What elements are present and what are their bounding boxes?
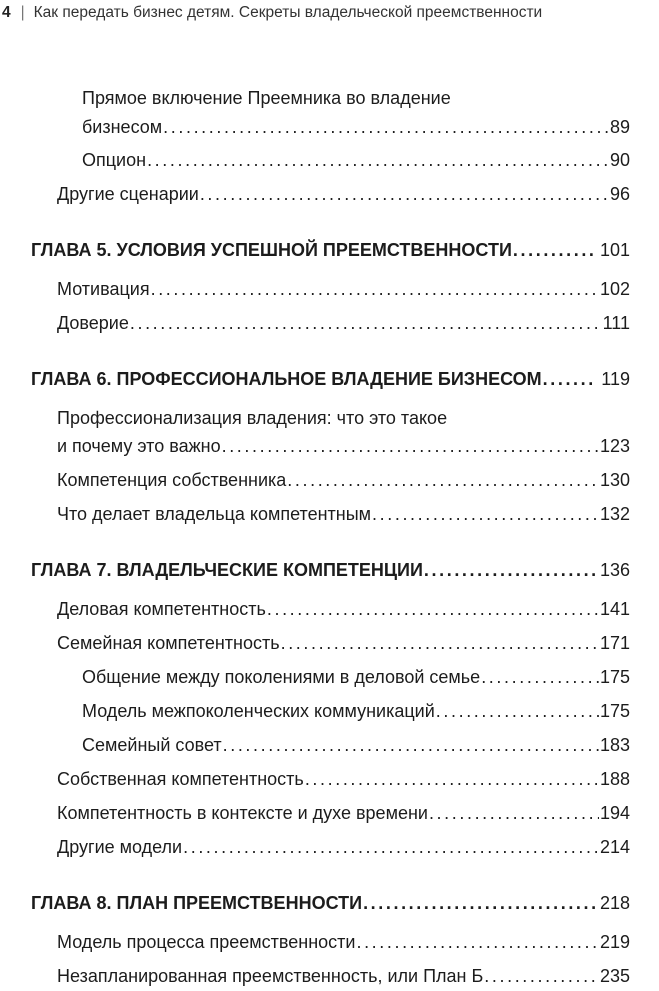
toc-entry-text: Деловая компетентность xyxy=(57,599,266,619)
toc-entry-text: Другие сценарии xyxy=(57,184,199,204)
book-title: Как передать бизнес детям. Секреты владельческой преемственности xyxy=(33,4,543,21)
toc-entry-text: Прямое включение Преемника во владение xyxy=(82,88,451,108)
toc-entry-text: Общение между поколениями в деловой семье xyxy=(82,667,481,687)
toc-entry[interactable] xyxy=(57,929,630,955)
toc-page-number: 219 xyxy=(599,932,630,952)
toc-page-number: 101 xyxy=(599,240,630,260)
toc-entry-text: Компетентность в контексте и духе времени xyxy=(57,803,428,823)
toc-page-number: 136 xyxy=(599,560,630,580)
toc-entry[interactable] xyxy=(57,501,630,527)
toc-entry[interactable] xyxy=(82,114,630,140)
toc-entry-text: Профессионализация владения: что это такое xyxy=(57,408,448,428)
toc-page-number: 175 xyxy=(599,667,630,687)
toc-entry[interactable] xyxy=(57,800,630,826)
toc-entry-text: Что делает владельца компетентным xyxy=(57,504,372,524)
toc-page-number: 90 xyxy=(609,150,630,170)
toc-page-number: 194 xyxy=(599,803,630,823)
toc-page-number: 130 xyxy=(599,470,630,490)
toc-page-number: 96 xyxy=(609,184,630,204)
toc-entry-text: Опцион xyxy=(82,150,147,170)
toc-entry[interactable] xyxy=(57,276,630,302)
toc-entry-text: Мотивация xyxy=(57,279,150,299)
toc-entry-text: Семейный совет xyxy=(82,735,222,755)
toc-page-number: 214 xyxy=(599,837,630,857)
toc-chapter-title: ГЛАВА 6. ПРОФЕССИОНАЛЬНОЕ ВЛАДЕНИЕ БИЗНЕСОМ xyxy=(31,369,542,389)
toc-entry[interactable] xyxy=(57,310,630,336)
running-header xyxy=(0,0,659,26)
toc-page-number: 102 xyxy=(599,279,630,299)
toc-chapter[interactable] xyxy=(31,366,630,392)
page-number: 4 xyxy=(2,4,11,21)
toc-chapter[interactable] xyxy=(31,237,630,263)
toc-chapter-title: ГЛАВА 5. УСЛОВИЯ УСПЕШНОЙ ПРЕЕМСТВЕННОСТИ xyxy=(31,240,512,260)
toc-page-number: 183 xyxy=(599,735,630,755)
toc-page-number: 171 xyxy=(599,633,630,653)
toc-entry[interactable] xyxy=(57,766,630,792)
toc-chapter[interactable] xyxy=(31,557,630,583)
toc-entry[interactable] xyxy=(82,147,630,173)
toc-page-number: 235 xyxy=(599,966,630,986)
toc-page-number: 123 xyxy=(599,436,630,456)
toc-page-number: 89 xyxy=(609,117,630,137)
toc-entry-text: Компетенция собственника xyxy=(57,470,287,490)
toc-entry[interactable] xyxy=(57,181,630,207)
toc-page-number: 141 xyxy=(599,599,630,619)
toc-page-number: 111 xyxy=(602,313,630,333)
toc-chapter-title: ГЛАВА 7. ВЛАДЕЛЬЧЕСКИЕ КОМПЕТЕНЦИИ xyxy=(31,560,423,580)
toc-entry-text: Модель межпоколенческих коммуникаций xyxy=(82,701,435,721)
toc-page-number: 218 xyxy=(599,893,630,913)
toc-entry[interactable] xyxy=(57,963,630,989)
toc-entry[interactable] xyxy=(57,467,630,493)
toc-entry-text: Собственная компетентность xyxy=(57,769,304,789)
toc-page-number: 188 xyxy=(599,769,630,789)
toc-entry-text: Незапланированная преемственность, или План Б xyxy=(57,966,484,986)
toc-page-number: 119 xyxy=(601,369,630,389)
toc-entry-text: бизнесом xyxy=(82,117,163,137)
toc-chapter-title: ГЛАВА 8. ПЛАН ПРЕЕМСТВЕННОСТИ xyxy=(31,893,363,913)
toc-entry[interactable] xyxy=(57,630,630,656)
toc-entry-text: Семейная компетентность xyxy=(57,633,280,653)
toc-chapter[interactable] xyxy=(31,890,630,916)
toc-page-number: 132 xyxy=(599,504,630,524)
toc-entry-text: Другие модели xyxy=(57,837,183,857)
toc-entry[interactable] xyxy=(57,834,630,860)
toc-entry[interactable] xyxy=(82,732,630,758)
toc-entry-text: Доверие xyxy=(57,313,129,333)
toc-entry[interactable] xyxy=(57,596,630,622)
toc-page-number: 175 xyxy=(599,701,630,721)
header-separator: | xyxy=(20,4,25,21)
toc-entry[interactable] xyxy=(82,664,630,690)
toc-entry-text: и почему это важно xyxy=(57,436,221,456)
toc-entry[interactable] xyxy=(82,698,630,724)
toc-entry-text: Модель процесса преемственности xyxy=(57,932,356,952)
toc-entry[interactable] xyxy=(57,433,630,459)
